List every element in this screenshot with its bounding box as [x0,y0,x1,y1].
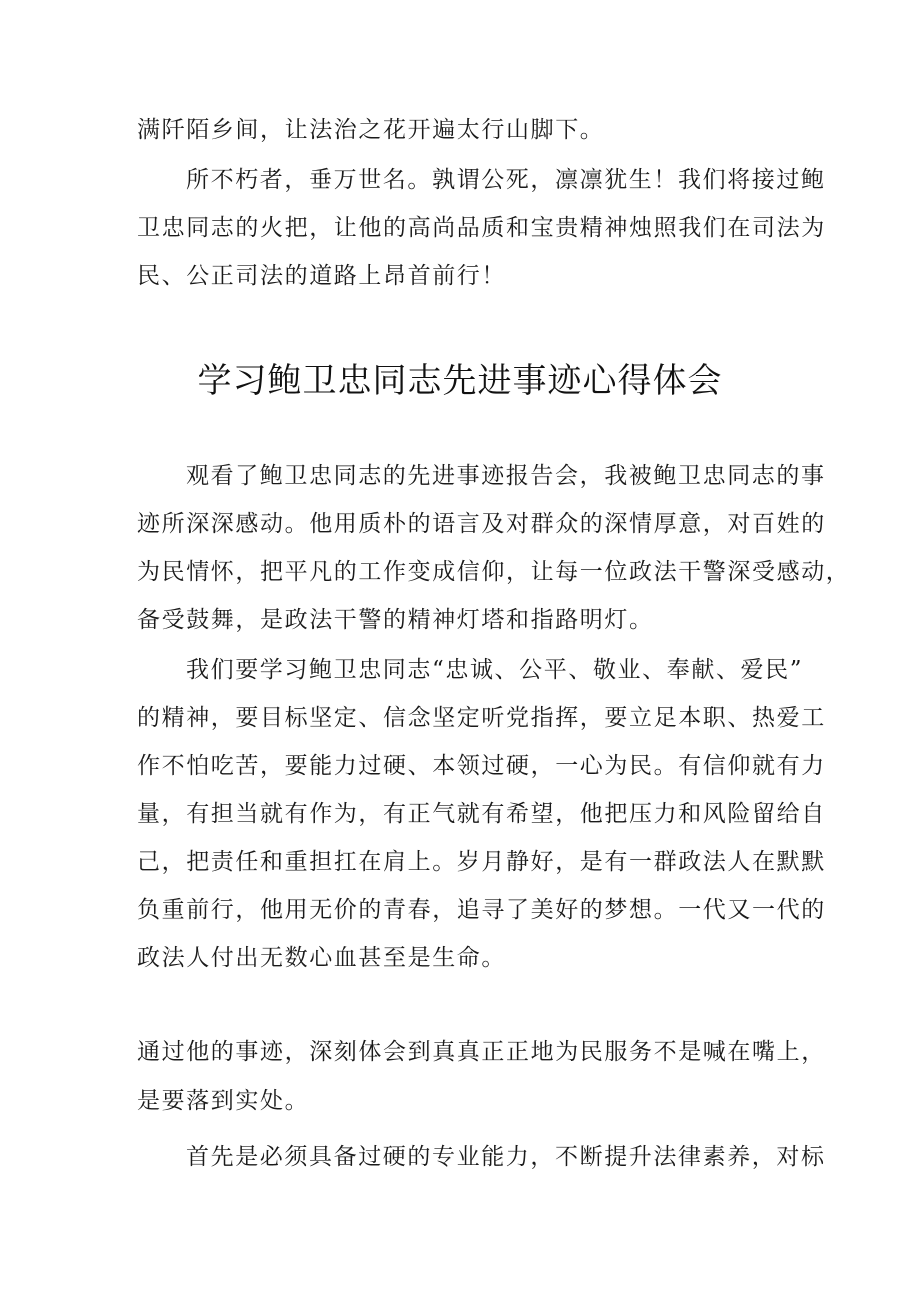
intro-p2-line3: 民、公正司法的道路上昂首前行！ [137,263,506,289]
page-title: 学习鲍卫忠同志先进事迹心得体会 [197,361,723,401]
body-p2-line2: 的精神，要目标坚定、信念坚定听党指挥，要立足本职、热爱工 [137,705,826,731]
intro-p2-line2: 卫忠同志的火把，让他的高尚品质和宝贵精神烛照我们在司法为 [137,215,826,241]
intro-p1-line1: 满阡陌乡间，让法治之花开遍太行山脚下。 [137,117,605,143]
body-p2-line3: 作不怕吃苦，要能力过硬、本领过硬，一心为民。有信仰就有力 [137,753,826,779]
body-p4-line1: 首先是必须具备过硬的专业能力，不断提升法律素养，对标 [186,1144,826,1170]
body-p2-line5: 己，把责任和重担扛在肩上。岁月静好，是有一群政法人在默默 [137,849,826,875]
body-p1-line1: 观看了鲍卫忠同志的先进事迹报告会，我被鲍卫忠同志的事 [186,463,826,489]
body-p3-line2: 是要落到实处。 [137,1088,310,1114]
body-p2-line6: 负重前行，他用无价的青春，追寻了美好的梦想。一代又一代的 [137,897,826,923]
body-p2-line4: 量，有担当就有作为，有正气就有希望，他把压力和风险留给自 [137,801,826,827]
body-p1-line3: 为民情怀，把平凡的工作变成信仰，让每一位政法干警深受感动， [137,559,851,585]
body-p3-line1: 通过他的事迹，深刻体会到真真正正地为民服务不是喊在嘴上， [137,1039,826,1065]
intro-p2-line1: 所不朽者，垂万世名。孰谓公死，凛凛犹生！我们将接过鲍 [186,167,826,193]
body-p2-line7: 政法人付出无数心血甚至是生命。 [137,945,506,971]
body-p1-line4: 备受鼓舞，是政法干警的精神灯塔和指路明灯。 [137,607,654,633]
body-p1-line2: 迹所深深感动。他用质朴的语言及对群众的深情厚意，对百姓的 [137,511,826,537]
body-p2-line1: 我们要学习鲍卫忠同志“忠诚、公平、敬业、奉献、爱民” [186,657,804,683]
